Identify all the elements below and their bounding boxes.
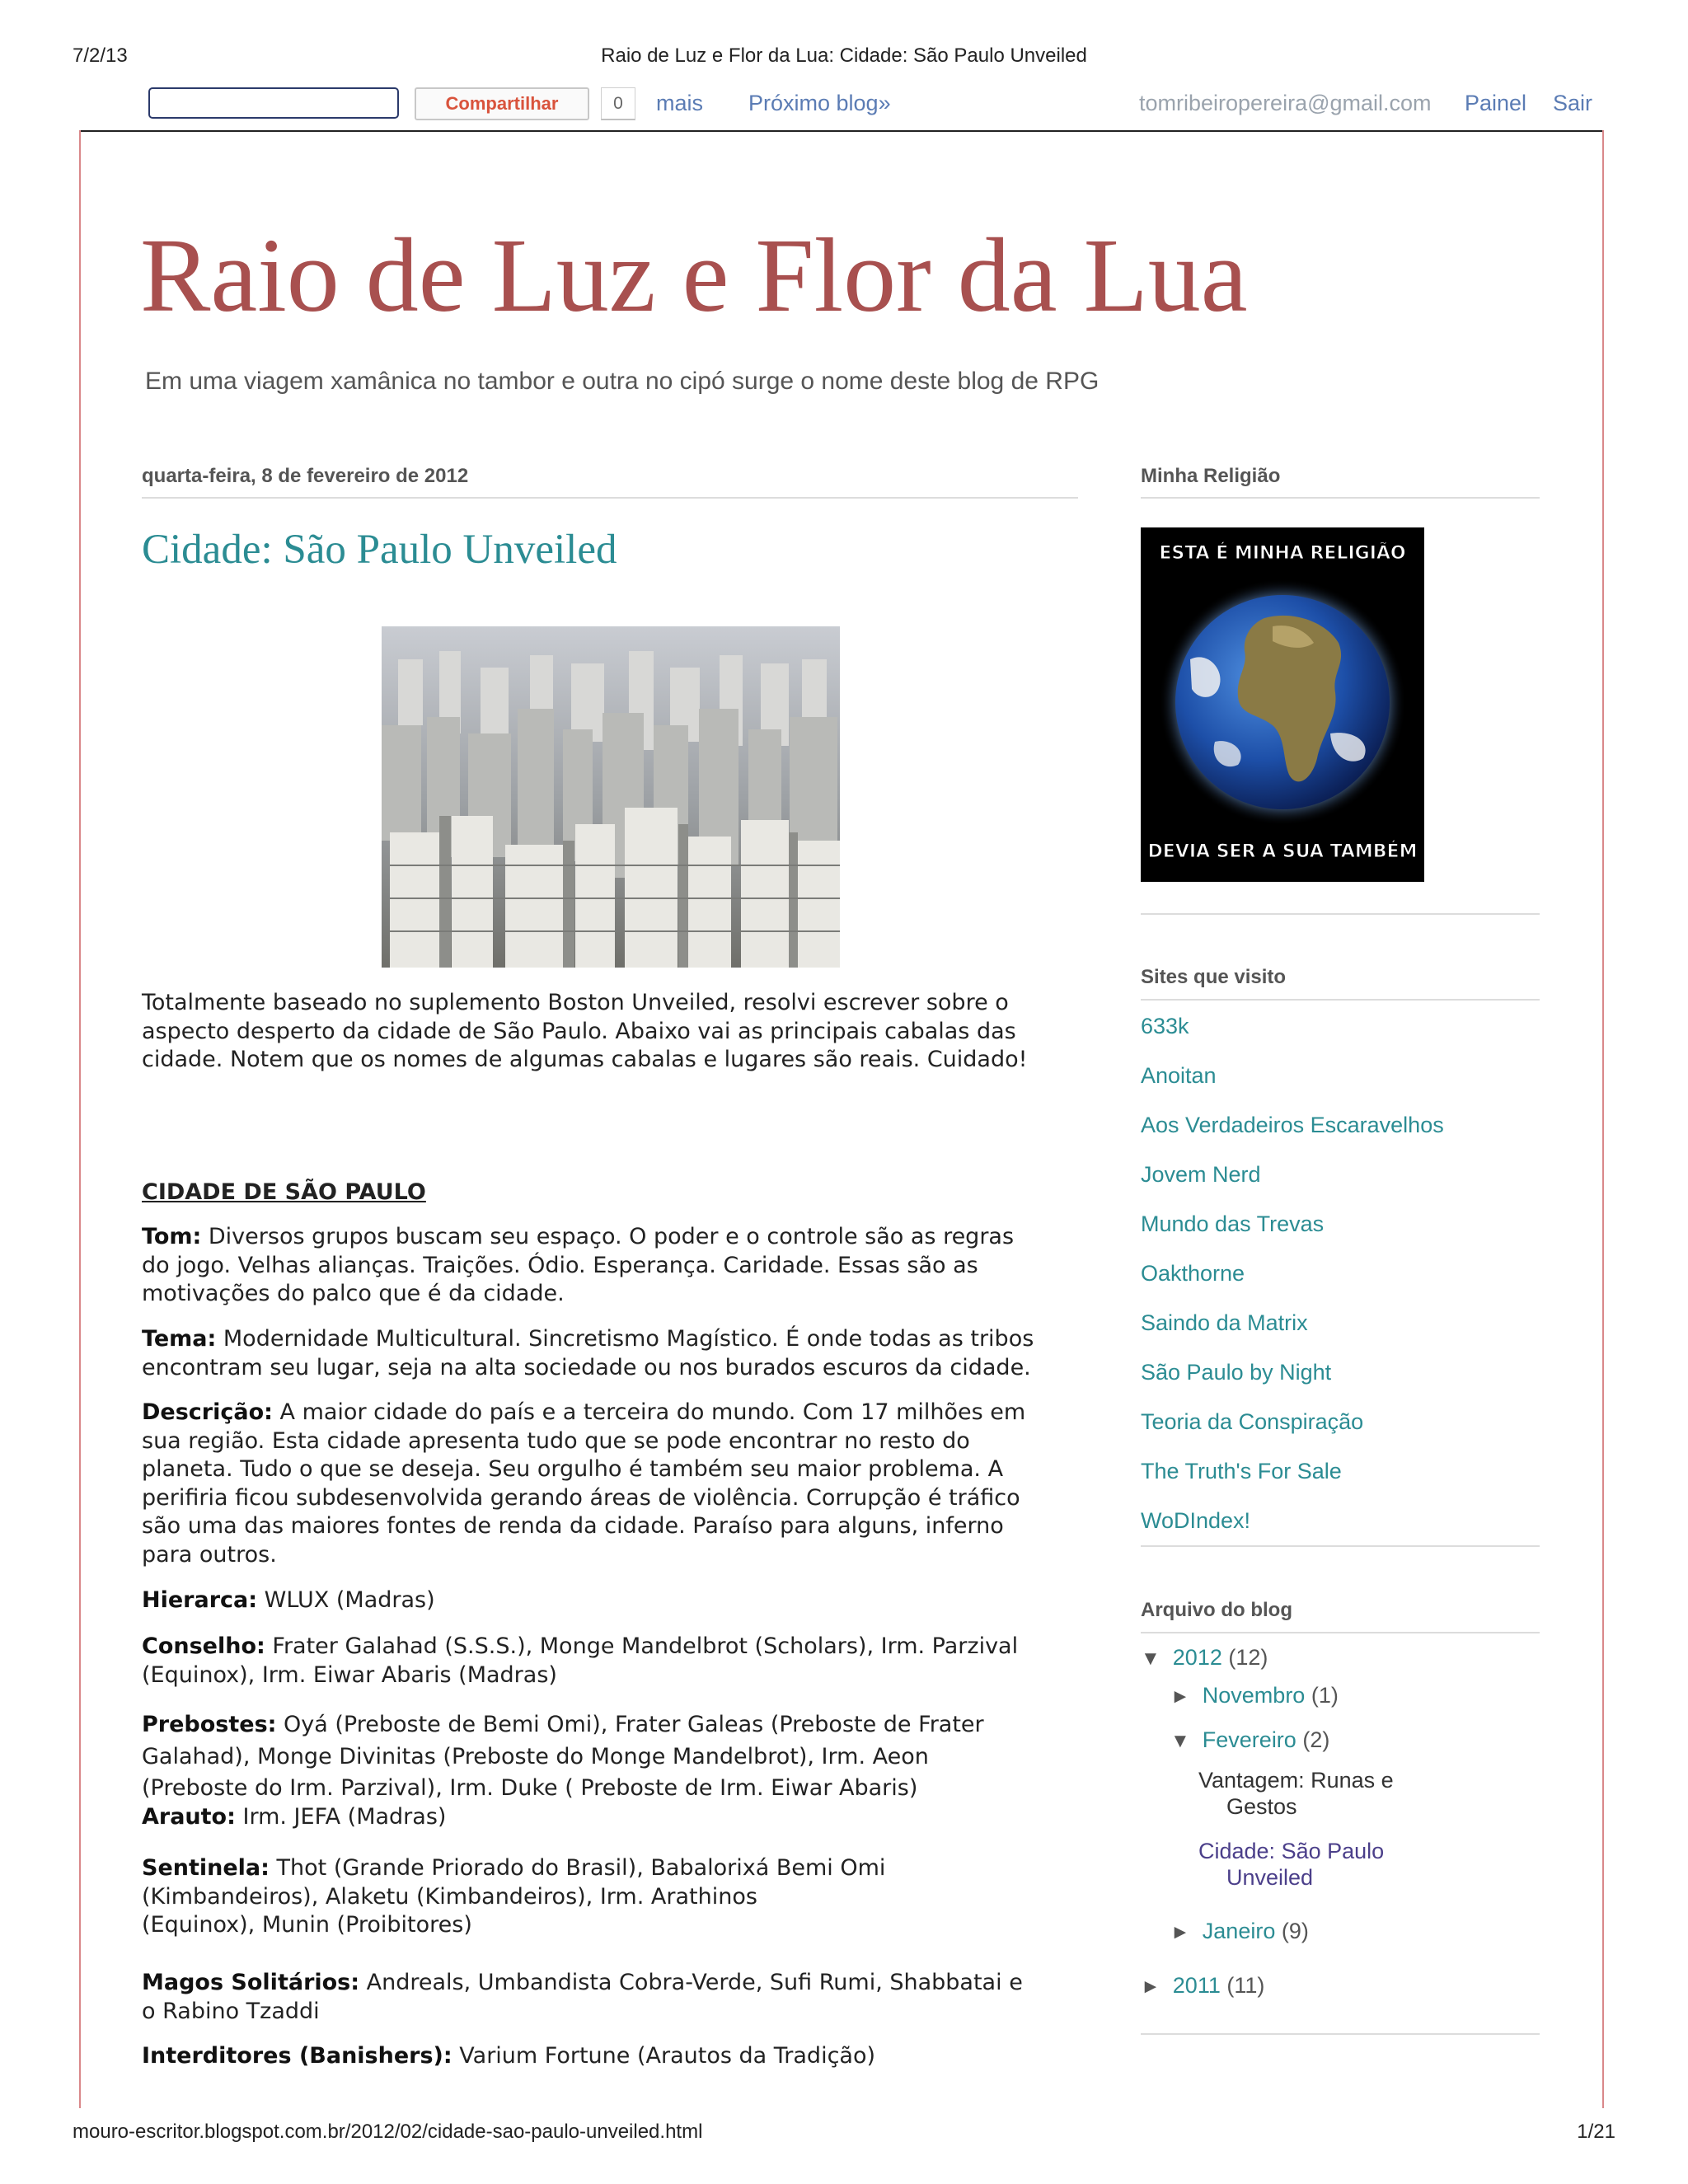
archive-post-line[interactable]: Vantagem: Runas e — [1198, 1768, 1394, 1793]
section-text: A maior cidade do país e a terceira do mundo. Com 17 milhões em — [272, 1399, 1026, 1425]
archive-count: (2) — [1302, 1727, 1330, 1752]
site-link-oakthorne[interactable]: Oakthorne — [1141, 1261, 1245, 1286]
intro-line: cidade. Notem que os nomes de algumas cabalas e lugares são reais. Cuidado! — [142, 1047, 1028, 1072]
blog-title[interactable]: Raio de Luz e Flor da Lua — [140, 217, 1248, 334]
section-text: motivações do palco que é da cidade. — [142, 1281, 565, 1306]
city-skyline-image[interactable] — [382, 626, 840, 968]
city-heading: CIDADE DE SÃO PAULO — [142, 1179, 426, 1205]
section-label: Hierarca: — [142, 1587, 258, 1613]
section-text: Irm. JEFA (Madras) — [235, 1803, 447, 1830]
section-text: do jogo. Velhas alianças. Traições. Ódio. Esperança. Caridade. Essas são as — [142, 1252, 978, 1278]
archive-month-label[interactable]: Janeiro — [1202, 1919, 1276, 1943]
section-magos-solitarios — [142, 1969, 1090, 2026]
sites-heading: Sites que visito — [1141, 966, 1287, 988]
print-page-number: 1/21 — [1577, 2121, 1615, 2143]
print-title: Raio de Luz e Flor da Lua: Cidade: São Paulo Unveiled — [601, 45, 1087, 67]
frame-left-border — [79, 130, 81, 2108]
site-link-jovem-nerd[interactable]: Jovem Nerd — [1141, 1162, 1261, 1187]
archive-post-sao-paulo-current[interactable] — [1198, 1838, 1384, 1891]
section-interditores — [142, 2042, 1090, 2071]
religion-divider — [1141, 497, 1540, 499]
frame-top-border — [79, 130, 1604, 132]
archive-post-runas[interactable] — [1198, 1767, 1394, 1820]
section-text: Andreals, Umbandista Cobra-Verde, Sufi Rumi, Shabbatai e — [359, 1970, 1023, 1995]
archive-count: (9) — [1281, 1919, 1309, 1943]
section-label: Conselho: — [142, 1633, 265, 1659]
archive-count: (12) — [1228, 1645, 1268, 1670]
section-conselho — [142, 1633, 1090, 1690]
archive-year-label[interactable]: 2011 — [1172, 1973, 1221, 1998]
site-link-mundo-das-trevas[interactable]: Mundo das Trevas — [1141, 1212, 1325, 1236]
section-text: (Kimbandeiros), Alaketu (Kimbandeiros), Irm. Arathinos — [142, 1883, 757, 1910]
section-text: o Rabino Tzaddi — [142, 1998, 320, 2024]
earth-religion-image[interactable] — [1141, 527, 1424, 882]
site-link-anoitan[interactable]: Anoitan — [1141, 1063, 1217, 1088]
collapse-arrow-icon[interactable]: ▼ — [1141, 1647, 1160, 1670]
section-sentinela — [142, 1854, 1090, 1940]
archive-year-label[interactable]: 2012 — [1172, 1645, 1222, 1670]
next-blog-link[interactable]: Próximo blog» — [748, 91, 891, 115]
archive-year-2011[interactable] — [1141, 1973, 1264, 1999]
section-label: Tema: — [142, 1326, 217, 1352]
section-label: Interditores (Banishers): — [142, 2043, 452, 2069]
site-link-truths-for-sale[interactable]: The Truth's For Sale — [1141, 1459, 1342, 1483]
section-hierarca — [142, 1586, 1090, 1615]
intro-line: Totalmente baseado no suplemento Boston Unveiled, resolvi escrever sobre o — [142, 990, 1009, 1015]
navbar-search-input[interactable] — [148, 87, 399, 119]
religion-image-bottom-text: DEVIA SER A SUA TAMBÉM — [1147, 841, 1418, 862]
archive-month-janeiro[interactable] — [1170, 1919, 1309, 1944]
frame-right-border — [1602, 130, 1604, 2108]
section-label: Sentinela: — [142, 1855, 270, 1881]
site-link-sao-paulo-by-night[interactable]: São Paulo by Night — [1141, 1360, 1332, 1385]
sites-divider — [1141, 999, 1540, 1001]
site-link-teoria-da-conspiracao[interactable]: Teoria da Conspiração — [1141, 1409, 1364, 1434]
section-text: Galahad), Monge Divinitas (Preboste do Monge Mandelbrot), Irm. Aeon — [142, 1743, 929, 1769]
section-tema — [142, 1325, 1090, 1382]
sites-bottom-divider — [1141, 1545, 1540, 1547]
collapse-arrow-icon[interactable]: ▼ — [1170, 1730, 1190, 1752]
share-button[interactable]: Compartilhar — [415, 87, 589, 120]
expand-arrow-icon[interactable]: ► — [1170, 1685, 1190, 1708]
section-label: Descrição: — [142, 1399, 273, 1425]
section-text: planeta. Tudo o que se deseja. Seu orgulho é também seu maior problema. A — [142, 1456, 1004, 1482]
section-text: (Equinox), Irm. Eiwar Abaris (Madras) — [142, 1661, 557, 1688]
section-text: Diversos grupos buscam seu espaço. O poder e o controle são as regras — [201, 1224, 1015, 1249]
signout-link[interactable]: Sair — [1553, 91, 1593, 115]
print-date: 7/2/13 — [73, 45, 128, 67]
section-text: (Equinox), Munin (Proibitores) — [142, 1912, 472, 1938]
religion-image-top-text: ESTA É MINHA RELIGIÃO — [1159, 543, 1406, 564]
section-text: são uma das maiores fontes de renda da cidade. Paraíso para alguns, inferno — [142, 1513, 1004, 1539]
archive-post-line[interactable]: Gestos — [1226, 1794, 1297, 1819]
section-text: encontram seu lugar, seja na alta sociedade ou nos burados escuros da cidade. — [142, 1354, 1031, 1380]
section-text: Oyá (Preboste de Bemi Omi), Frater Galeas (Preboste de Frater — [276, 1712, 984, 1737]
archive-heading: Arquivo do blog — [1141, 1599, 1292, 1621]
section-text: Thot (Grande Priorado do Brasil), Babalorixá Bemi Omi — [269, 1855, 886, 1881]
archive-post-line[interactable]: Cidade: São Paulo — [1198, 1839, 1385, 1863]
archive-bottom-divider — [1141, 2033, 1540, 2035]
date-divider — [142, 497, 1078, 499]
section-text: Frater Galahad (S.S.S.), Monge Mandelbrot (Scholars), Irm. Parzival — [265, 1633, 1019, 1659]
section-text: Modernidade Multicultural. Sincretismo Magístico. É onde todas as tribos — [216, 1326, 1034, 1352]
user-email: tomribeiropereira@gmail.com — [1139, 91, 1432, 115]
archive-divider — [1141, 1632, 1540, 1633]
archive-count: (11) — [1226, 1973, 1265, 1998]
section-label: Arauto: — [142, 1803, 236, 1830]
expand-arrow-icon[interactable]: ► — [1170, 1921, 1190, 1943]
religion-bottom-divider — [1141, 913, 1540, 915]
site-link-escaravelhos[interactable]: Aos Verdadeiros Escaravelhos — [1141, 1113, 1444, 1137]
archive-count: (1) — [1311, 1683, 1339, 1708]
intro-line: aspecto desperto da cidade de São Paulo. Abaixo vai as principais cabalas das — [142, 1018, 1016, 1044]
post-title[interactable]: Cidade: São Paulo Unveiled — [142, 527, 617, 573]
section-descricao — [142, 1399, 1090, 1569]
print-url: mouro-escritor.blogspot.com.br/2012/02/cidade-sao-paulo-unveiled.html — [73, 2121, 703, 2143]
more-link[interactable]: mais — [656, 91, 704, 115]
section-text: sua região. Esta cidade apresenta tudo que se pode encontrar no resto do — [142, 1427, 970, 1454]
section-text: Varium Fortune (Arautos da Tradição) — [452, 2043, 876, 2069]
section-label: Magos Solitários: — [142, 1970, 360, 1995]
section-prebostes — [142, 1711, 1090, 1831]
archive-month-label[interactable]: Novembro — [1202, 1683, 1306, 1708]
expand-arrow-icon[interactable]: ► — [1141, 1975, 1160, 1998]
section-text: WLUX (Madras) — [257, 1587, 435, 1613]
site-link-633k[interactable]: 633k — [1141, 1014, 1189, 1038]
section-label: Tom: — [142, 1224, 202, 1249]
archive-year-2012[interactable] — [1141, 1645, 1268, 1671]
section-text: (Preboste do Irm. Parzival), Irm. Duke ( Preboste de Irm. Eiwar Abaris) — [142, 1775, 918, 1801]
site-link-saindo-da-matrix[interactable]: Saindo da Matrix — [1141, 1310, 1308, 1335]
archive-post-line[interactable]: Unveiled — [1226, 1865, 1314, 1890]
section-tom — [142, 1223, 1090, 1309]
section-text: para outros. — [142, 1541, 277, 1568]
blog-description: Em uma viagem xamânica no tambor e outra no cipó surge o nome deste blog de RPG — [145, 368, 1100, 395]
section-label: Prebostes: — [142, 1712, 277, 1737]
archive-month-fevereiro[interactable] — [1170, 1727, 1329, 1753]
dashboard-link[interactable]: Painel — [1465, 91, 1527, 115]
section-text: perifiria ficou subdesenvolvida gerando áreas de violência. Corrupção é tráfico — [142, 1484, 1020, 1511]
post-intro — [142, 989, 1090, 1075]
site-link-wodindex[interactable]: WoDIndex! — [1141, 1508, 1251, 1533]
post-date: quarta-feira, 8 de fevereiro de 2012 — [142, 465, 469, 487]
archive-month-novembro[interactable] — [1170, 1683, 1339, 1708]
archive-month-label[interactable]: Fevereiro — [1202, 1727, 1296, 1752]
share-count: 0 — [601, 87, 635, 120]
religion-heading: Minha Religião — [1141, 465, 1281, 487]
